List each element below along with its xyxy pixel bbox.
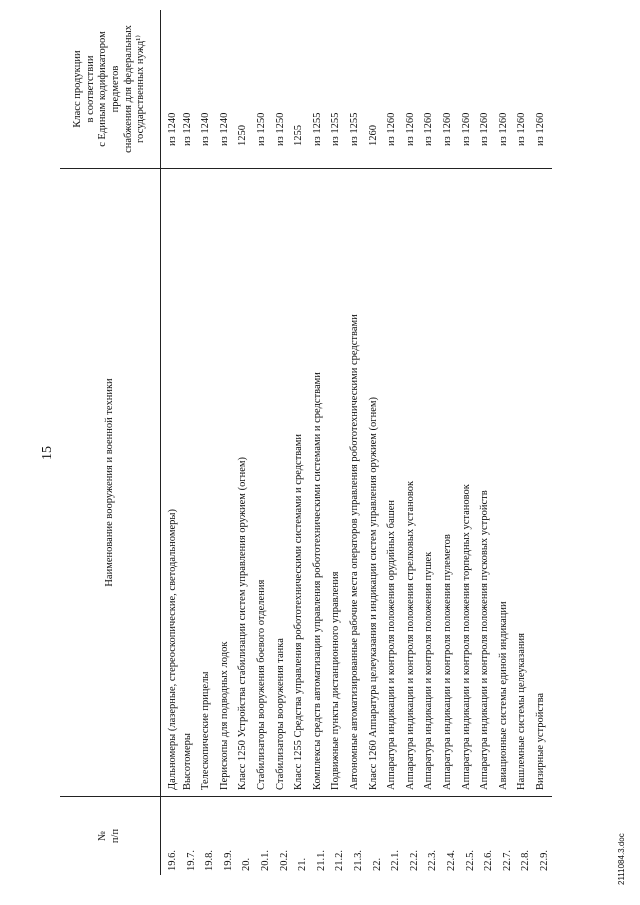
column-header-name: Наименование вооружения и военной техники [60,169,161,797]
row-number: 22.4. [445,850,457,871]
table-row [274,10,293,875]
table-row [497,10,516,875]
row-class: из 1240 [167,112,178,146]
row-name: Подвижные пункты дистанционного управления [329,169,348,797]
row-class: 1250 [237,125,249,146]
table-row [385,10,404,875]
column-header-class [60,10,161,169]
row-class: из 1240 [218,112,230,146]
table-row [367,10,386,875]
row-name: Класс 1250 Устройства стабилизации систем управления оружием (огнем) [236,169,255,797]
table-row [181,10,200,875]
column-header-class-line: снабжения для федеральных [122,25,134,153]
row-class: из 1240 [200,112,212,146]
table-row [218,10,237,875]
column-header-class-line: в соответствии [84,55,96,123]
row-number: 20.1. [259,850,271,871]
row-name: Аппаратура индикации и контроля положения стрелковых установок [404,169,423,797]
row-number: 22.2. [408,850,420,871]
table-row [515,10,534,875]
row-number: 22.5. [464,850,476,871]
table-row [422,10,441,875]
table-row [292,10,311,875]
row-name: Телескопические прицелы [199,169,218,797]
row-name: Класс 1255 Средства управления робототехническими системами и средствами [292,169,311,797]
document-id: 2111084.3.doc [617,833,626,885]
table-row [348,10,367,875]
row-name: Стабилизаторы вооружения боевого отделения [255,169,274,797]
column-header-number-line2: п/п [110,828,121,844]
table-body [161,10,553,875]
row-number: 22.7. [501,850,513,871]
row-name: Нашлемные системы целеуказания [515,169,534,797]
table-row [534,10,553,875]
row-class: 1260 [367,125,379,146]
table-row [478,10,497,875]
row-number: 22.3. [427,850,439,871]
row-name: Аппаратура индикации и контроля положения торпедных установок [460,169,479,797]
row-number: 20. [241,857,253,871]
column-header-class-line: с Единым кодификатором предметов [97,31,121,147]
row-class: из 1260 [516,112,528,146]
row-name: Перископы для подводных лодок [218,169,237,797]
row-class: из 1260 [479,112,491,146]
table-row [255,10,274,875]
row-class: из 1240 [181,112,193,146]
row-number: 21.3. [352,850,364,871]
row-class: из 1255 [330,112,342,146]
table-row [404,10,423,875]
table-row [199,10,218,875]
row-class: из 1260 [460,112,472,146]
row-number: 19.8. [204,850,216,871]
table-header-row [60,10,161,875]
row-class: из 1255 [348,112,360,146]
row-number: 22.8. [520,850,532,871]
table-row [236,10,255,875]
row-class: из 1260 [423,112,435,146]
row-number: 22.1. [390,850,402,871]
row-number: 19.9. [222,850,234,871]
row-name: Высотомеры [181,169,200,797]
row-class: из 1250 [274,112,286,146]
row-class: из 1250 [255,112,267,146]
row-number: 21.1. [315,850,327,871]
table-row [311,10,330,875]
table-row [460,10,479,875]
row-number: 21.2. [334,850,346,871]
row-class: из 1260 [497,112,509,146]
table-row [329,10,348,875]
row-name: Стабилизаторы вооружения танка [274,169,293,797]
column-header-class-line: Класс продукции [72,50,84,128]
row-number: 22.6. [483,850,495,871]
row-name: Аппаратура индикации и контроля положения пушек [422,169,441,797]
row-class: 1255 [293,125,305,146]
row-class: из 1260 [534,112,546,146]
row-number: 19.7. [185,850,197,871]
row-name: Дальномеры (лазерные, стереоскопические, светодальномеры) [161,169,181,797]
row-class: из 1255 [311,112,323,146]
column-header-class-line: государственных нужд¹⁾ [135,35,147,143]
row-number: 19.6. [167,850,178,871]
row-number: 22.9. [538,850,550,871]
weapons-classification-table [60,10,552,875]
row-name: Аппаратура индикации и контроля положения пулеметов [441,169,460,797]
column-header-number [60,797,161,876]
row-name: Комплексы средств автоматизации управления робототехническими системами и средствами [311,169,330,797]
table-row [441,10,460,875]
row-name: Класс 1260 Аппаратура целеуказания и индикации систем управления оружием (огнем) [367,169,386,797]
row-name: Авиационные системы единой индикации [497,169,516,797]
page-number: 15 [40,446,55,460]
row-name: Автономные автоматизированные рабочие места операторов управления робототехническими средствами [348,169,367,797]
row-number: 20.2. [278,850,290,871]
row-name: Аппаратура индикации и контроля положения орудийных башен [385,169,404,797]
row-class: из 1260 [386,112,398,146]
row-name: Аппаратура индикации и контроля положения пусковых устройств [478,169,497,797]
row-class: из 1260 [404,112,416,146]
table-row [161,10,181,875]
row-number: 22. [371,857,383,871]
column-header-number-line1: № [97,830,109,842]
row-number: 21. [297,857,309,871]
row-class: из 1260 [441,112,453,146]
row-name: Визирные устройства [534,169,553,797]
